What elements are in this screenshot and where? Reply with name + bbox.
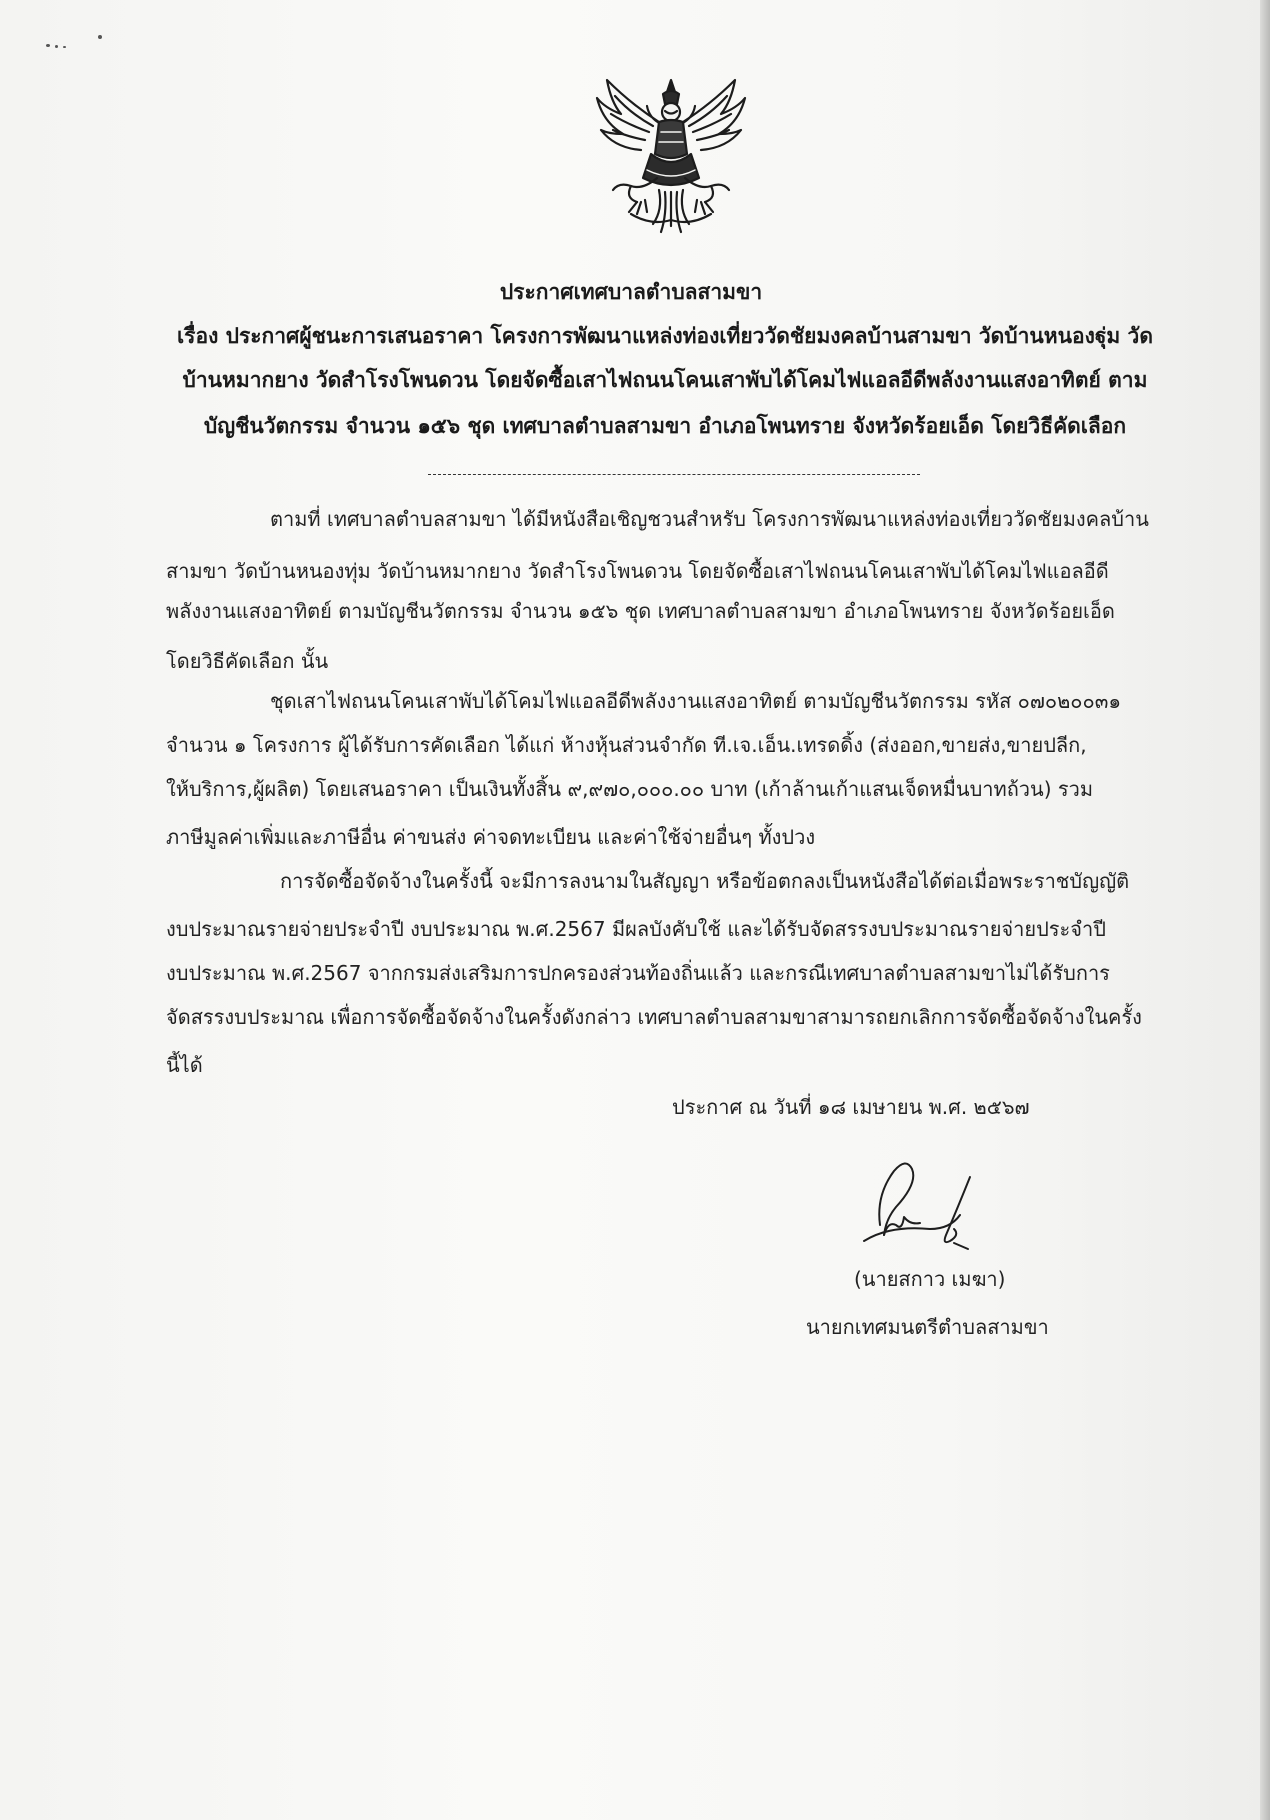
body-line: งบประมาณ พ.ศ.2567 จากกรมส่งเสริมการปกครองส่วนท้องถิ่นแล้ว และกรณีเทศบาลตำบลสามขาไม่ได้รับการ [166, 961, 1110, 985]
announcement-date: ประกาศ ณ วันที่ ๑๘ เมษายน พ.ศ. ๒๕๖๗ [672, 1095, 1030, 1119]
body-line: ชุดเสาไฟถนนโคนเสาพับได้โคมไฟแอลอีดีพลังงานแสงอาทิตย์ ตามบัญชีนวัตกรรม รหัส ๐๗๐๒๐๐๓๑ [270, 689, 1122, 713]
body-line: โดยวิธีคัดเลือก นั้น [166, 649, 329, 673]
scan-speck [55, 45, 58, 48]
subject-line-1: เรื่อง ประกาศผู้ชนะการเสนอราคา โครงการพัฒนาแหล่งท่องเที่ยววัดชัยมงคลบ้านสามขา วัดบ้านหนองฐุ่ม วัด [177, 324, 1153, 348]
body-line: ภาษีมูลค่าเพิ่มและภาษีอื่น ค่าขนส่ง ค่าจดทะเบียน และค่าใช้จ่ายอื่นๆ ทั้งปวง [166, 825, 816, 849]
body-line: งบประมาณรายจ่ายประจำปี งบประมาณ พ.ศ.2567 มีผลบังคับใช้ และได้รับจัดสรรงบประมาณรายจ่ายประจำปี [166, 917, 1106, 941]
subject-line-3: บัญชีนวัตกรรม จำนวน ๑๕๖ ชุด เทศบาลตำบลสามขา อำเภอโพนทราย จังหวัดร้อยเอ็ด โดยวิธีคัดเลือก [203, 414, 1127, 438]
body-line: ตามที่ เทศบาลตำบลสามขา ได้มีหนังสือเชิญชวนสำหรับ โครงการพัฒนาแหล่งท่องเที่ยววัดชัยมงคลบ้าน [270, 507, 1149, 531]
body-line: สามขา วัดบ้านหนองทุ่ม วัดบ้านหมากยาง วัดสำโรงโพนดวน โดยจัดซื้อเสาไฟถนนโคนเสาพับได้โคมไฟแอลอีดี [166, 559, 1109, 583]
body-line: จัดสรรงบประมาณ เพื่อการจัดซื้อจัดจ้างในครั้งดังกล่าว เทศบาลตำบลสามขาสามารถยกเลิกการจัดซื้อจัดจ้างในครั้ง [166, 1005, 1142, 1029]
body-line: นี้ได้ [166, 1053, 203, 1077]
scan-speck [98, 35, 102, 39]
garuda-emblem-icon [591, 74, 751, 240]
body-line: พลังงานแสงอาทิตย์ ตามบัญชีนวัตกรรม จำนวน ๑๕๖ ชุด เทศบาลตำบลสามขา อำเภอโพนทราย จังหวัดร้อยเอ็ด [166, 599, 1115, 623]
signatory-position: นายกเทศมนตรีตำบลสามขา [806, 1315, 1049, 1339]
subject-line-2: บ้านหมากยาง วัดสำโรงโพนดวน โดยจัดซื้อเสาไฟถนนโคนเสาพับได้โคมไฟแอลอีดีพลังงานแสงอาทิตย์ ตาม [182, 368, 1148, 392]
separator-rule [428, 474, 920, 475]
body-line: การจัดซื้อจัดจ้างในครั้งนี้ จะมีการลงนามในสัญญา หรือข้อตกลงเป็นหนังสือได้ต่อเมื่อพระราชบัญญัติ [280, 869, 1130, 893]
body-line: จำนวน ๑ โครงการ ผู้ได้รับการคัดเลือก ได้แก่ ห้างหุ้นส่วนจำกัด ที.เจ.เอ็น.เทรดดิ้ง (ส่งออก,ขายส่ง,ขายปลีก, [166, 733, 1087, 757]
body-line: ให้บริการ,ผู้ผลิต) โดยเสนอราคา เป็นเงินทั้งสิ้น ๙,๙๗๐,๐๐๐.๐๐ บาท (เก้าล้านเก้าแสนเจ็ดหมื่นบาทถ้วน) รวม [166, 777, 1094, 801]
signatory-name: (นายสกาว เมฆา) [854, 1267, 1006, 1291]
document-title: ประกาศเทศบาลตำบลสามขา [499, 280, 763, 304]
handwritten-signature [850, 1155, 1010, 1265]
scan-speck [63, 46, 66, 48]
scan-speck [46, 44, 50, 47]
page-edge-shadow [1260, 0, 1270, 1820]
